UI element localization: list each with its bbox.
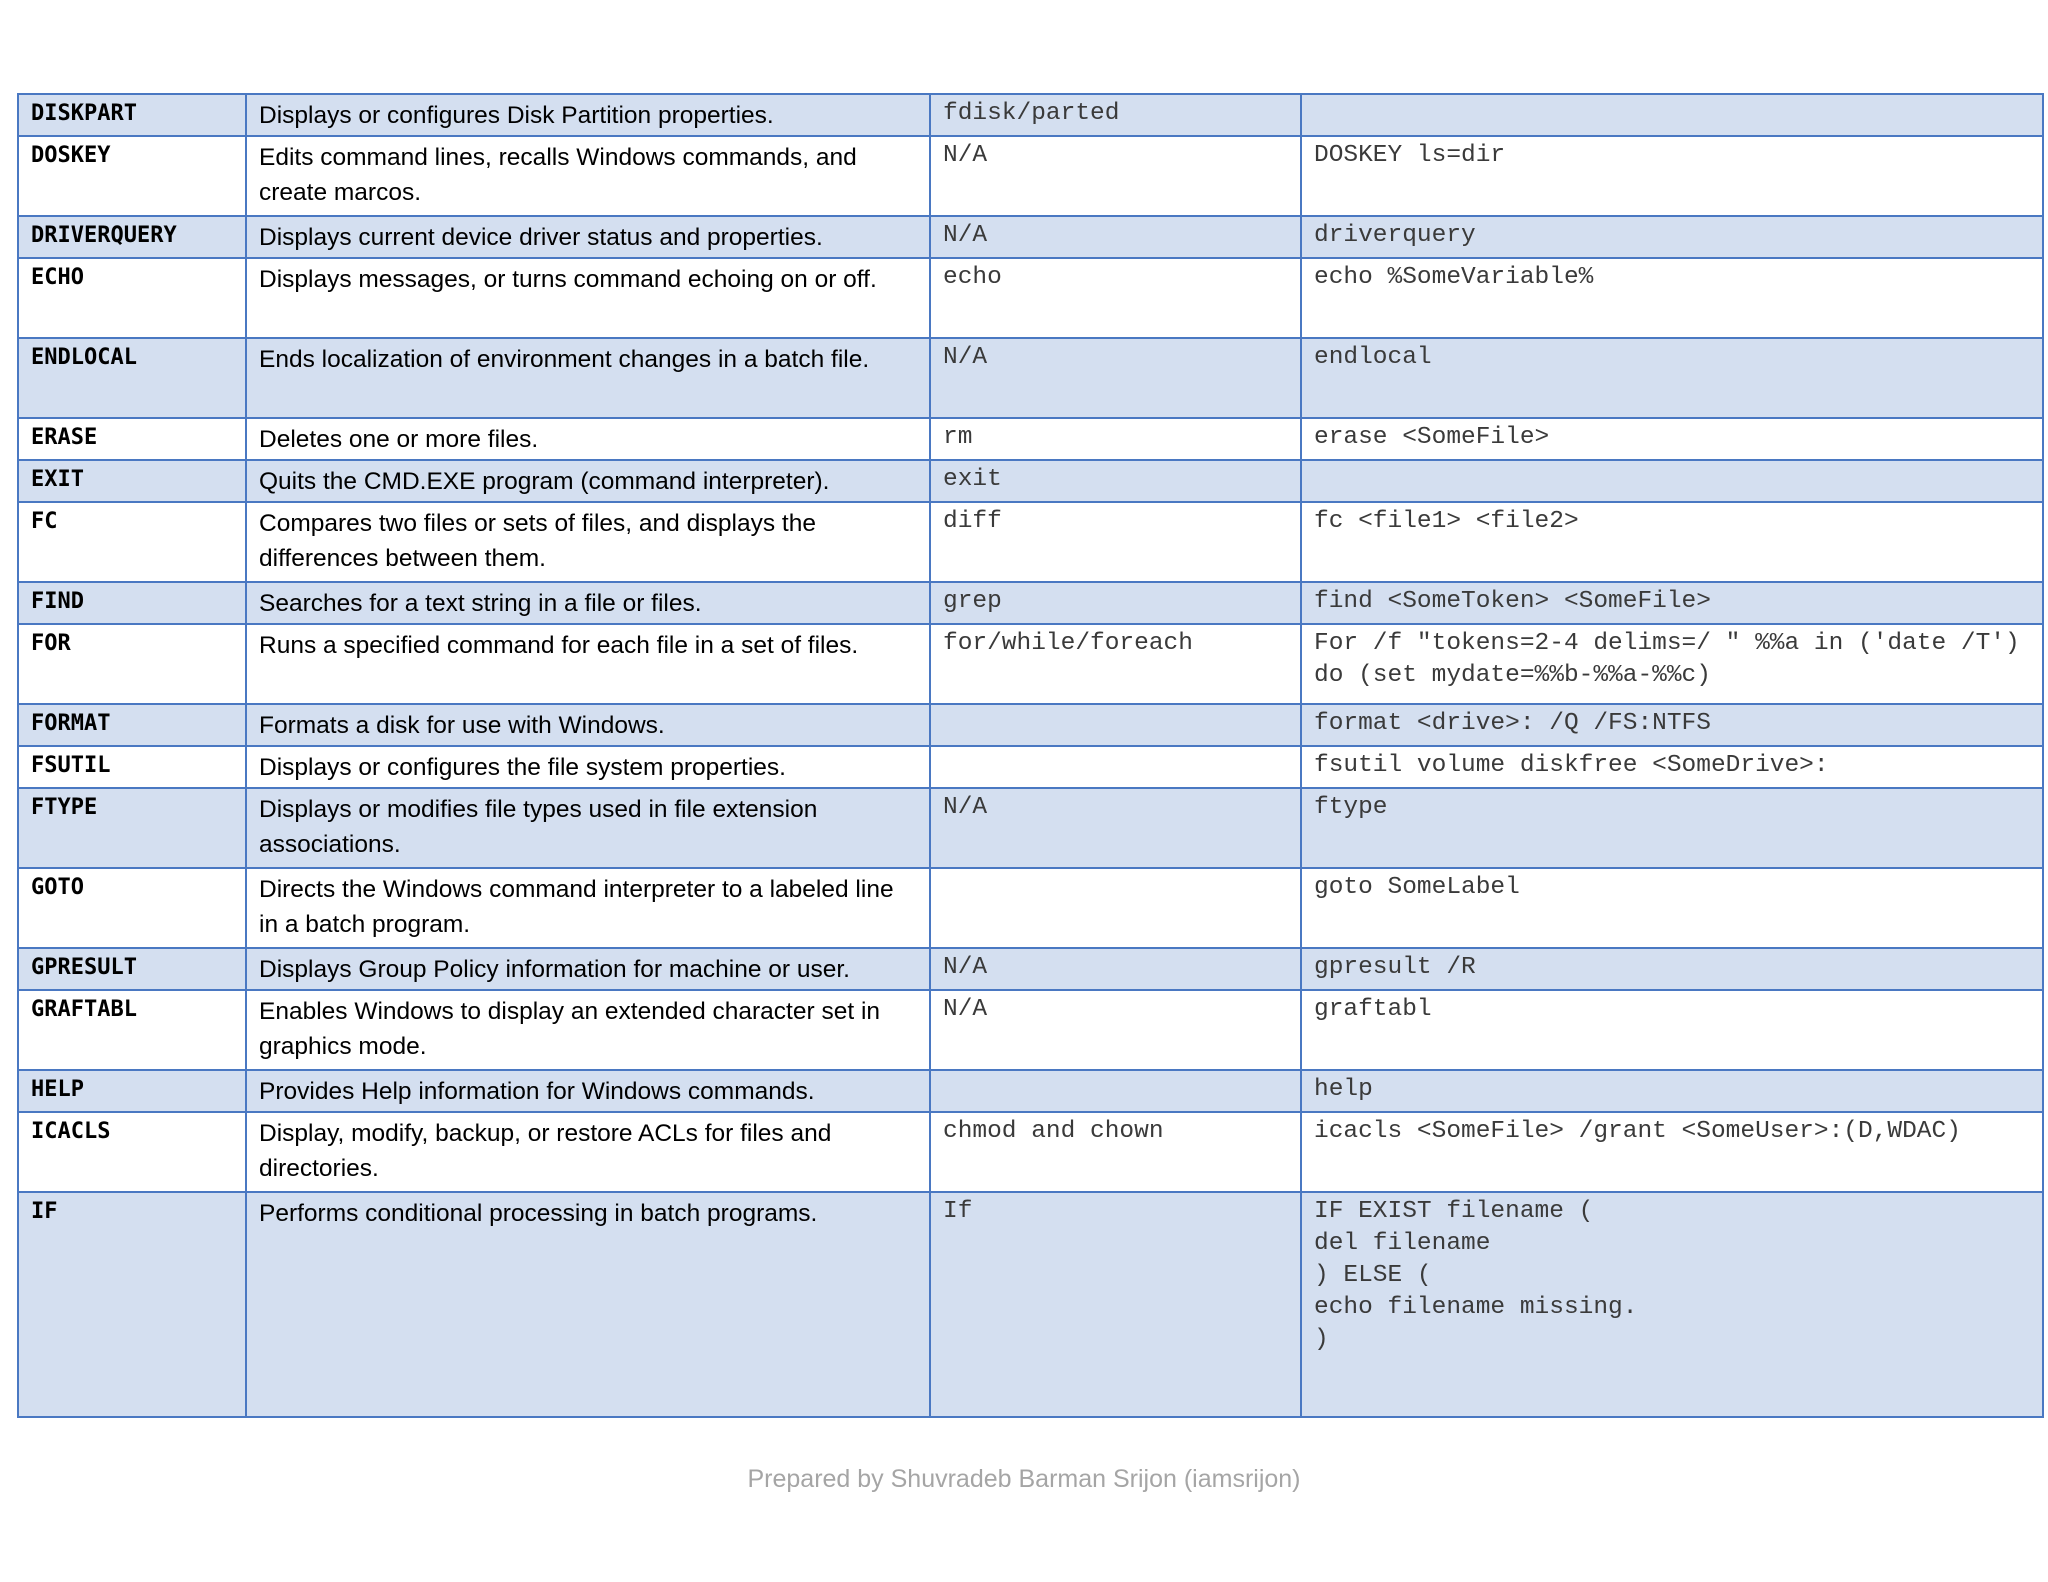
description-cell: Displays or configures Disk Partition properties. [246, 94, 930, 136]
table-row [18, 1192, 2043, 1417]
example-cell: gpresult /R [1301, 948, 2043, 990]
command-cell: DISKPART [18, 94, 246, 136]
linux-equivalent-cell [930, 746, 1301, 788]
description-cell: Formats a disk for use with Windows. [246, 704, 930, 746]
example-cell: graftabl [1301, 990, 2043, 1070]
description-cell: Provides Help information for Windows commands. [246, 1070, 930, 1112]
example-cell [1301, 94, 2043, 136]
description-cell: Displays or modifies file types used in file extension associations. [246, 788, 930, 868]
table-row [18, 258, 2043, 338]
example-cell: ftype [1301, 788, 2043, 868]
linux-equivalent-cell: N/A [930, 990, 1301, 1070]
description-cell: Runs a specified command for each file in a set of files. [246, 624, 930, 704]
linux-equivalent-cell: N/A [930, 788, 1301, 868]
table-row [18, 1070, 2043, 1112]
table-row [18, 704, 2043, 746]
table-row [18, 502, 2043, 582]
command-cell: HELP [18, 1070, 246, 1112]
table-row [18, 788, 2043, 868]
example-cell: help [1301, 1070, 2043, 1112]
command-cell: ERASE [18, 418, 246, 460]
commands-table [17, 93, 2044, 1418]
description-cell: Display, modify, backup, or restore ACLs for files and directories. [246, 1112, 930, 1192]
example-cell: driverquery [1301, 216, 2043, 258]
table-row [18, 948, 2043, 990]
example-cell: fsutil volume diskfree <SomeDrive>: [1301, 746, 2043, 788]
table-row [18, 868, 2043, 948]
command-cell: FOR [18, 624, 246, 704]
table-row [18, 94, 2043, 136]
linux-equivalent-cell: fdisk/parted [930, 94, 1301, 136]
description-cell: Displays messages, or turns command echoing on or off. [246, 258, 930, 338]
example-cell: format <drive>: /Q /FS:NTFS [1301, 704, 2043, 746]
table-row [18, 338, 2043, 418]
command-cell: DOSKEY [18, 136, 246, 216]
example-cell: echo %SomeVariable% [1301, 258, 2043, 338]
example-cell: endlocal [1301, 338, 2043, 418]
table-row [18, 1112, 2043, 1192]
example-cell: icacls <SomeFile> /grant <SomeUser>:(D,WDAC) [1301, 1112, 2043, 1192]
description-cell: Directs the Windows command interpreter to a labeled line in a batch program. [246, 868, 930, 948]
linux-equivalent-cell: exit [930, 460, 1301, 502]
linux-equivalent-cell [930, 704, 1301, 746]
command-cell: FORMAT [18, 704, 246, 746]
description-cell: Ends localization of environment changes in a batch file. [246, 338, 930, 418]
description-cell: Displays Group Policy information for machine or user. [246, 948, 930, 990]
table-row [18, 624, 2043, 704]
example-cell: IF EXIST filename ( del filename ) ELSE ( echo filename missing. ) [1301, 1192, 2043, 1417]
linux-equivalent-cell: grep [930, 582, 1301, 624]
table-row [18, 418, 2043, 460]
description-cell: Compares two files or sets of files, and displays the differences between them. [246, 502, 930, 582]
description-cell: Quits the CMD.EXE program (command interpreter). [246, 460, 930, 502]
linux-equivalent-cell [930, 1070, 1301, 1112]
table-row [18, 746, 2043, 788]
command-cell: ENDLOCAL [18, 338, 246, 418]
linux-equivalent-cell: N/A [930, 216, 1301, 258]
linux-equivalent-cell: echo [930, 258, 1301, 338]
command-cell: EXIT [18, 460, 246, 502]
linux-equivalent-cell: N/A [930, 948, 1301, 990]
command-cell: ECHO [18, 258, 246, 338]
table-row [18, 136, 2043, 216]
command-cell: ICACLS [18, 1112, 246, 1192]
example-cell: erase <SomeFile> [1301, 418, 2043, 460]
example-cell: find <SomeToken> <SomeFile> [1301, 582, 2043, 624]
command-cell: FC [18, 502, 246, 582]
description-cell: Searches for a text string in a file or files. [246, 582, 930, 624]
table-row [18, 460, 2043, 502]
linux-equivalent-cell: N/A [930, 136, 1301, 216]
command-cell: GOTO [18, 868, 246, 948]
command-cell: IF [18, 1192, 246, 1417]
linux-equivalent-cell: If [930, 1192, 1301, 1417]
linux-equivalent-cell: rm [930, 418, 1301, 460]
example-cell: fc <file1> <file2> [1301, 502, 2043, 582]
example-cell [1301, 460, 2043, 502]
description-cell: Displays current device driver status and properties. [246, 216, 930, 258]
linux-equivalent-cell: diff [930, 502, 1301, 582]
linux-equivalent-cell: chmod and chown [930, 1112, 1301, 1192]
description-cell: Deletes one or more files. [246, 418, 930, 460]
example-cell: goto SomeLabel [1301, 868, 2043, 948]
command-cell: FTYPE [18, 788, 246, 868]
command-cell: GPRESULT [18, 948, 246, 990]
command-cell: FIND [18, 582, 246, 624]
command-cell: DRIVERQUERY [18, 216, 246, 258]
linux-equivalent-cell [930, 868, 1301, 948]
linux-equivalent-cell: for/while/foreach [930, 624, 1301, 704]
example-cell: DOSKEY ls=dir [1301, 136, 2043, 216]
table-row [18, 582, 2043, 624]
table-row [18, 216, 2043, 258]
description-cell: Enables Windows to display an extended character set in graphics mode. [246, 990, 930, 1070]
footer-credit: Prepared by Shuvradeb Barman Srijon (iamsrijon) [747, 1465, 1301, 1493]
table-row [18, 990, 2043, 1070]
command-cell: GRAFTABL [18, 990, 246, 1070]
command-cell: FSUTIL [18, 746, 246, 788]
linux-equivalent-cell: N/A [930, 338, 1301, 418]
example-cell: For /f "tokens=2-4 delims=/ " %%a in ('date /T') do (set mydate=%%b-%%a-%%c) [1301, 624, 2043, 704]
description-cell: Performs conditional processing in batch programs. [246, 1192, 930, 1417]
description-cell: Displays or configures the file system properties. [246, 746, 930, 788]
description-cell: Edits command lines, recalls Windows commands, and create marcos. [246, 136, 930, 216]
